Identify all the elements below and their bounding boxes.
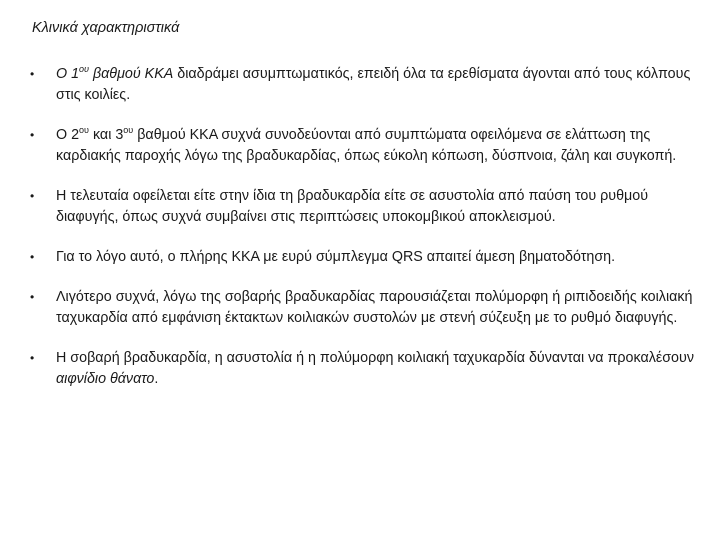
bullet-item-1 (30, 64, 695, 106)
bullet-dot-icon: • (30, 290, 35, 304)
bullet-2-text-2: και 3 (88, 127, 124, 143)
bullet-dot-icon: • (30, 67, 35, 81)
bullet-2-text-1: Ο 2 (56, 127, 80, 143)
bullet-list (30, 64, 695, 409)
bullet-4-text: Για το λόγο αυτό, ο πλήρης ΚΚΑ με ευρύ σύμπλεγμα QRS απαιτεί άμεση βηματοδότηση. (56, 249, 616, 265)
bullet-5-text: Λιγότερο συχνά, λόγω της σοβαρής βραδυκαρδίας παρουσιάζεται πολύμορφη ή ριπιδοειδής κοιλιακή ταχυκαρδία από εμφάνιση έκτακτων κοιλιακών συστολών με στενή σύζευξη με το ρυθμό διαφυγής. (56, 289, 693, 326)
bullet-dot-icon: • (30, 189, 35, 203)
bullet-1-lead-sup: ου (79, 64, 90, 75)
bullet-6-emphasis: αιφνίδιο θάνατο (56, 371, 155, 387)
bullet-item-6 (30, 348, 695, 390)
bullet-3-text: Η τελευταία οφείλεται είτε στην ίδια τη βραδυκαρδία είτε σε ασυστολία από παύση του ρυθμού διαφυγής, όπως συχνά συμβαίνει στις περιπτώσεις υποκομβικού αποκλεισμού. (56, 188, 649, 225)
bullet-item-4 (30, 247, 695, 268)
slide-title: Κλινικά χαρακτηριστικά (32, 20, 180, 36)
bullet-2-text-3: βαθμού ΚΚΑ συχνά συνοδεύονται από συμπτώματα οφειλόμενα σε ελάττωση της καρδιακής παροχής λόγω της βραδυκαρδίας, όπως εύκολη κόπωση, δύσπνοια, ζάλη και συγκοπή. (56, 127, 677, 164)
bullet-2-sup-2: ου (123, 125, 134, 136)
bullet-6-end: . (154, 371, 159, 387)
bullet-1-lead-text: Ο 1 (56, 66, 80, 82)
bullet-dot-icon: • (30, 250, 35, 264)
bullet-dot-icon: • (30, 351, 35, 365)
bullet-item-5 (30, 287, 695, 329)
bullet-item-2 (30, 125, 695, 167)
bullet-2-sup-1: ου (79, 125, 89, 136)
bullet-1-text: διαδράμει ασυμπτωματικός, επειδή όλα τα ερεθίσματα άγονται από τους κόλπους στις κοιλίες. (56, 66, 691, 103)
bullet-6-text: Η σοβαρή βραδυκαρδία, η ασυστολία ή η πολύμορφη κοιλιακή ταχυκαρδία δύνανται να προκαλέσουν (56, 350, 694, 366)
bullet-dot-icon: • (30, 128, 35, 142)
bullet-1-lead-text-2: βαθμού ΚΚΑ (89, 66, 174, 82)
bullet-1-lead (56, 66, 173, 82)
bullet-item-3 (30, 186, 695, 228)
